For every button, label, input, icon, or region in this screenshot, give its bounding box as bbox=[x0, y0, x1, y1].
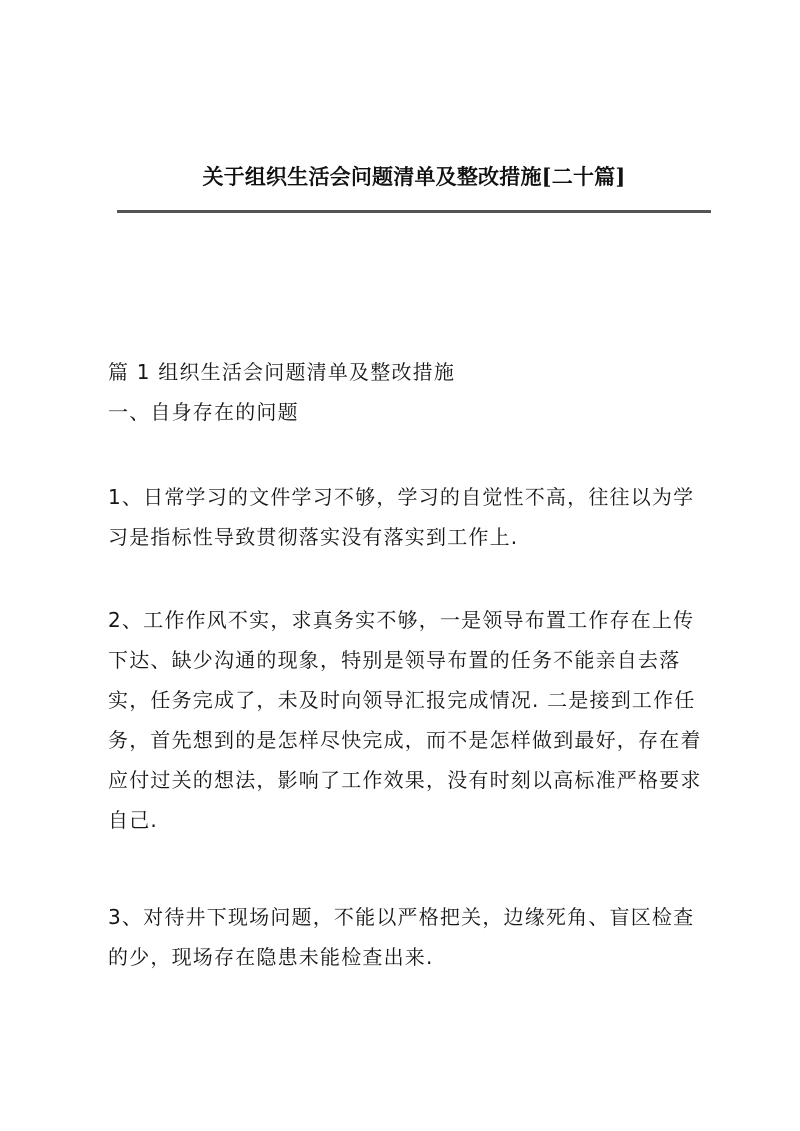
paragraph-line: 下达、缺少沟通的现象，特别是领导布置的任务不能亲自去落 bbox=[108, 648, 681, 672]
paragraph-line: 3、对待井下现场问题，不能以严格把关，边缘死角、盲区检查 bbox=[108, 905, 695, 929]
problem-item-1 bbox=[108, 477, 708, 557]
problem-item-3 bbox=[108, 897, 708, 977]
paragraph-line: 的少，现场存在隐患未能检查出来. bbox=[108, 945, 434, 969]
paragraph-line: 应付过关的想法，影响了工作效果，没有时刻以高标准严格要求 bbox=[108, 768, 702, 792]
section-heading-text: 篇 1 组织生活会问题清单及整改措施 bbox=[108, 360, 456, 384]
paragraph-line: 1、日常学习的文件学习不够，学习的自觉性不高，往往以为学 bbox=[108, 485, 695, 509]
section-heading bbox=[108, 352, 708, 392]
paragraph-line: 实，任务完成了，未及时向领导汇报完成情况. 二是接到工作任 bbox=[108, 688, 696, 712]
paragraph-line: 务，首先想到的是怎样尽快完成，而不是怎样做到最好，存在着 bbox=[108, 728, 702, 752]
paragraph-line: 2、工作作风不实，求真务实不够，一是领导布置工作存在上传 bbox=[108, 608, 695, 632]
title-divider bbox=[117, 210, 711, 213]
problem-item-2 bbox=[108, 600, 708, 840]
paragraph-line: 自己. bbox=[108, 808, 158, 832]
paragraph-line: 习是指标性导致贯彻落实没有落实到工作上. bbox=[108, 525, 519, 549]
subsection-heading bbox=[108, 392, 708, 432]
subsection-heading-text: 一、自身存在的问题 bbox=[108, 400, 299, 424]
document-title: 关于组织生活会问题清单及整改措施[二十篇] bbox=[202, 164, 626, 189]
